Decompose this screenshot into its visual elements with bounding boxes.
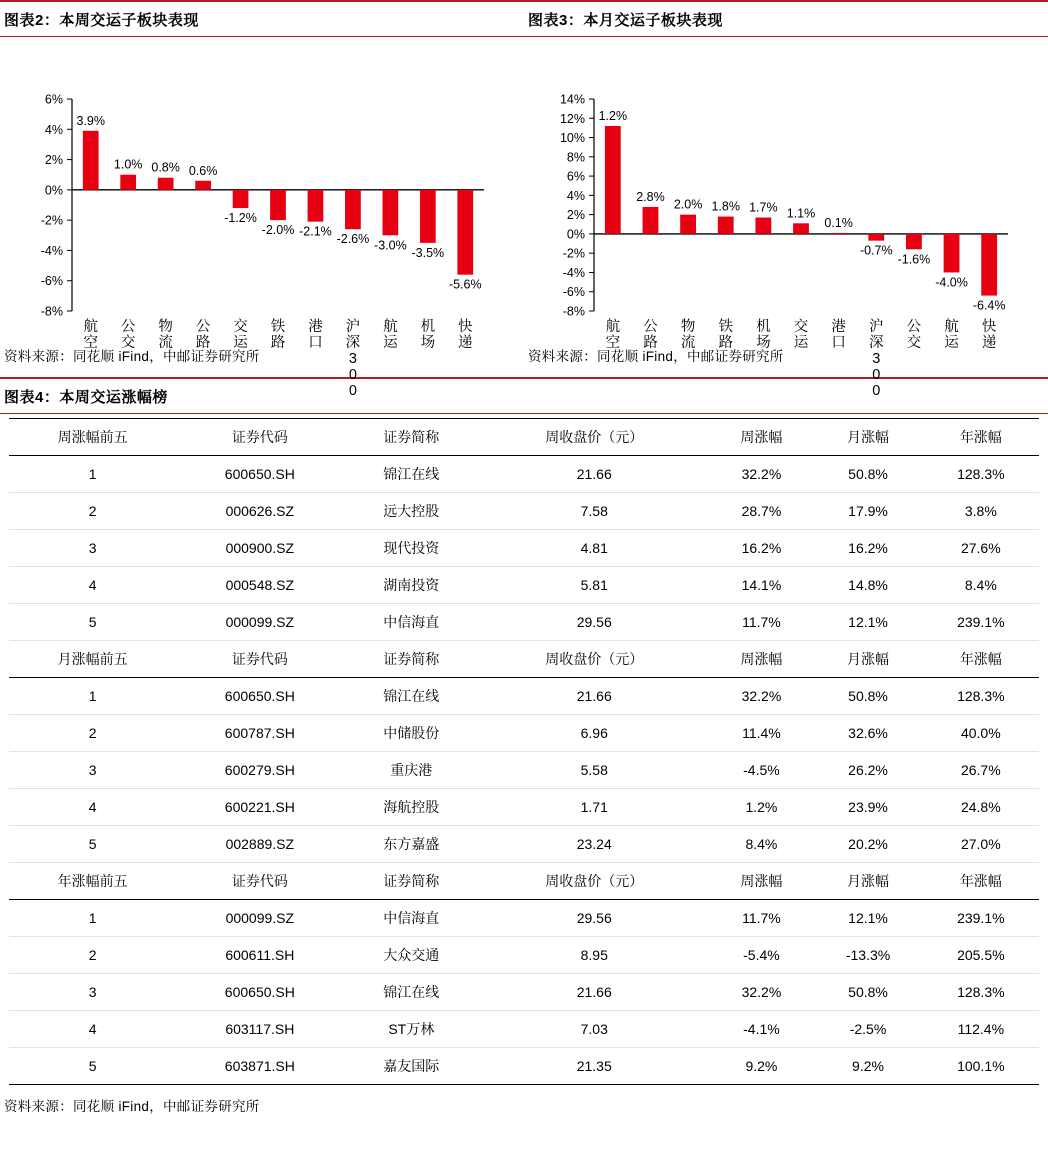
table-cell: 5 (9, 604, 176, 641)
table-cell: 海航控股 (343, 789, 479, 826)
table-header-cell: 年涨幅 (923, 863, 1039, 900)
svg-text:6%: 6% (566, 169, 585, 184)
table-cell: 中信海直 (343, 900, 479, 937)
table-cell: 9.2% (813, 1048, 922, 1085)
table-header-cell: 周涨幅 (709, 863, 813, 900)
svg-text:物流: 物流 (158, 319, 173, 351)
table-cell: 远大控股 (343, 493, 479, 530)
table-cell: 32.6% (813, 715, 922, 752)
table-cell: 5 (9, 1048, 176, 1085)
table-cell: 50.8% (813, 678, 922, 715)
table-row (9, 567, 1039, 604)
table-cell: 14.1% (709, 567, 813, 604)
table-row (9, 1048, 1039, 1085)
table-row (9, 1011, 1039, 1048)
svg-text:-5.6%: -5.6% (448, 277, 482, 292)
table-cell: 7.03 (479, 1011, 709, 1048)
svg-text:-2.1%: -2.1% (299, 224, 332, 239)
svg-text:8%: 8% (566, 150, 585, 165)
table-cell: 3.8% (923, 493, 1039, 530)
table-cell: 000099.SZ (176, 604, 343, 641)
table-cell: 600611.SH (176, 937, 343, 974)
table-cell: 26.7% (923, 752, 1039, 789)
table-cell: 21.66 (479, 974, 709, 1011)
table-cell: 3 (9, 974, 176, 1011)
table-cell: 16.2% (709, 530, 813, 567)
table-row (9, 493, 1039, 530)
table-section (0, 377, 1048, 1125)
charts-section (0, 0, 1048, 397)
chart2-svg (0, 37, 524, 397)
table-cell: 东方嘉盛 (343, 826, 479, 863)
svg-text:铁路: 铁路 (718, 319, 733, 351)
table-cell: 23.24 (479, 826, 709, 863)
svg-text:沪深300: 沪深 3 0 0 (345, 319, 361, 397)
table-cell: 000548.SZ (176, 567, 343, 604)
table-header-cell: 证券简称 (343, 863, 479, 900)
table-cell: 20.2% (813, 826, 922, 863)
svg-text:-6.4%: -6.4% (972, 298, 1006, 313)
svg-text:-8%: -8% (40, 304, 63, 319)
table-cell: 600650.SH (176, 678, 343, 715)
svg-text:-4%: -4% (562, 265, 585, 280)
svg-text:机场: 机场 (756, 319, 771, 351)
chart2-source: 资料来源：同花顺 iFind，中邮证券研究所 (4, 349, 260, 364)
table-cell: 40.0% (923, 715, 1039, 752)
table-cell: ST万林 (343, 1011, 479, 1048)
table-cell: 50.8% (813, 974, 922, 1011)
table-cell: 11.7% (709, 900, 813, 937)
svg-text:1.0%: 1.0% (113, 157, 143, 172)
table-cell: -4.1% (709, 1011, 813, 1048)
table-cell: 5.81 (479, 567, 709, 604)
table-cell: 600279.SH (176, 752, 343, 789)
svg-text:公交: 公交 (906, 319, 922, 351)
table-row (9, 456, 1039, 493)
table-cell: 1 (9, 900, 176, 937)
svg-text:10%: 10% (559, 131, 585, 146)
table-header-cell: 周收盘价（元） (479, 641, 709, 678)
svg-text:航空: 航空 (83, 319, 98, 351)
svg-text:港口: 港口 (308, 319, 323, 351)
table-cell: 14.8% (813, 567, 922, 604)
table-cell: 2 (9, 715, 176, 752)
table-cell: 3 (9, 752, 176, 789)
table-cell: 205.5% (923, 937, 1039, 974)
table-row (9, 752, 1039, 789)
table-row (9, 789, 1039, 826)
svg-text:-4%: -4% (40, 243, 63, 258)
table-cell: 600787.SH (176, 715, 343, 752)
table-header-cell: 年涨幅 (923, 641, 1039, 678)
table-row (9, 678, 1039, 715)
table-cell: 中储股份 (343, 715, 479, 752)
table-cell: 3 (9, 530, 176, 567)
table-cell: 12.1% (813, 900, 922, 937)
table-cell: 现代投资 (343, 530, 479, 567)
table-cell: 50.8% (813, 456, 922, 493)
table-cell: 1 (9, 678, 176, 715)
svg-text:-4.0%: -4.0% (935, 275, 968, 290)
table-cell: 湖南投资 (343, 567, 479, 604)
table-header-row (9, 863, 1039, 900)
svg-text:14%: 14% (559, 92, 585, 107)
table-cell: 嘉友国际 (343, 1048, 479, 1085)
table-header-cell: 月涨幅 (813, 419, 922, 456)
svg-text:6%: 6% (44, 92, 63, 107)
svg-text:2%: 2% (44, 153, 63, 168)
table-cell: 大众交通 (343, 937, 479, 974)
table-cell: 27.0% (923, 826, 1039, 863)
table-row (9, 937, 1039, 974)
table-row (9, 900, 1039, 937)
table4-wrap (0, 418, 1048, 1085)
table-header-cell: 月涨幅 (813, 641, 922, 678)
table-cell: 8.4% (923, 567, 1039, 604)
svg-text:0.8%: 0.8% (151, 160, 180, 175)
svg-text:铁路: 铁路 (270, 319, 286, 351)
svg-text:-8%: -8% (562, 304, 585, 319)
table-cell: 5.58 (479, 752, 709, 789)
table-row (9, 715, 1039, 752)
table-header-cell: 月涨幅前五 (9, 641, 176, 678)
table-row (9, 604, 1039, 641)
svg-text:-6%: -6% (40, 274, 63, 289)
table-cell: 21.66 (479, 678, 709, 715)
svg-text:1.2%: 1.2% (598, 108, 628, 123)
svg-text:公路: 公路 (643, 319, 658, 351)
table-cell: 000900.SZ (176, 530, 343, 567)
chart3-source: 资料来源：同花顺 iFind，中邮证券研究所 (528, 349, 784, 364)
svg-text:0.6%: 0.6% (188, 163, 218, 178)
svg-text:航运: 航运 (383, 319, 398, 351)
svg-text:物流: 物流 (680, 319, 696, 351)
table-cell: 23.9% (813, 789, 922, 826)
table-cell: 600221.SH (176, 789, 343, 826)
table-cell: 2 (9, 493, 176, 530)
table-header-row (9, 419, 1039, 456)
table-cell: 32.2% (709, 678, 813, 715)
svg-text:-2%: -2% (562, 246, 585, 261)
table-cell: 中信海直 (343, 604, 479, 641)
table-header-cell: 证券简称 (343, 419, 479, 456)
table-cell: 239.1% (923, 900, 1039, 937)
table-header-cell: 月涨幅 (813, 863, 922, 900)
svg-text:4%: 4% (44, 122, 63, 137)
table-cell: -5.4% (709, 937, 813, 974)
svg-text:2%: 2% (566, 208, 585, 223)
table-cell: 24.8% (923, 789, 1039, 826)
table-cell: 12.1% (813, 604, 922, 641)
chart3-title: 图表3：本月交运子板块表现 (528, 12, 723, 29)
svg-text:港口: 港口 (831, 319, 846, 351)
svg-text:航空: 航空 (605, 319, 621, 351)
table-cell: 锦江在线 (343, 678, 479, 715)
table-cell: 11.4% (709, 715, 813, 752)
svg-text:0.1%: 0.1% (824, 215, 853, 230)
table-cell: 32.2% (709, 456, 813, 493)
svg-text:沪深300: 沪深 3 0 0 (869, 319, 884, 397)
table-cell: 11.7% (709, 604, 813, 641)
svg-text:-2.0%: -2.0% (261, 223, 295, 238)
table-cell: 8.4% (709, 826, 813, 863)
svg-text:4%: 4% (566, 188, 585, 203)
table-header-cell: 证券代码 (176, 863, 343, 900)
table-cell: 128.3% (923, 456, 1039, 493)
chart3-cell (524, 37, 1048, 397)
table-cell: 27.6% (923, 530, 1039, 567)
table-cell: 9.2% (709, 1048, 813, 1085)
table-cell: 28.7% (709, 493, 813, 530)
svg-text:交运: 交运 (233, 319, 248, 351)
table-cell: 29.56 (479, 604, 709, 641)
table-cell: 603871.SH (176, 1048, 343, 1085)
table-row (9, 530, 1039, 567)
table4 (9, 418, 1039, 1085)
table-cell: 4.81 (479, 530, 709, 567)
table-cell: 100.1% (923, 1048, 1039, 1085)
svg-text:3.9%: 3.9% (76, 113, 105, 128)
table4-source: 资料来源：同花顺 iFind，中邮证券研究所 (4, 1099, 260, 1114)
svg-text:公交: 公交 (120, 319, 136, 351)
table-cell: 603117.SH (176, 1011, 343, 1048)
svg-text:公路: 公路 (195, 319, 211, 351)
table-header-cell: 年涨幅前五 (9, 863, 176, 900)
svg-text:2.0%: 2.0% (673, 197, 703, 212)
table-cell: 4 (9, 789, 176, 826)
table-cell: 1 (9, 456, 176, 493)
svg-text:-3.0%: -3.0% (374, 238, 407, 253)
table-cell: 32.2% (709, 974, 813, 1011)
charts-row (0, 37, 1048, 397)
svg-text:-1.2%: -1.2% (224, 211, 257, 226)
svg-text:1.8%: 1.8% (711, 199, 740, 214)
table-cell: 8.95 (479, 937, 709, 974)
svg-text:-2.6%: -2.6% (336, 232, 370, 247)
table-cell: 128.3% (923, 974, 1039, 1011)
svg-text:航运: 航运 (944, 319, 959, 351)
chart3-svg (524, 37, 1048, 397)
table-cell: 000626.SZ (176, 493, 343, 530)
table-row (9, 826, 1039, 863)
chart2-title: 图表2：本周交运子板块表现 (4, 12, 199, 29)
svg-text:-1.6%: -1.6% (897, 252, 931, 267)
table-header-cell: 周涨幅前五 (9, 419, 176, 456)
svg-text:0%: 0% (566, 227, 585, 242)
table-header-cell: 周收盘价（元） (479, 863, 709, 900)
table-cell: 600650.SH (176, 974, 343, 1011)
table-header-cell: 周涨幅 (709, 641, 813, 678)
table-cell: 1.2% (709, 789, 813, 826)
table-cell: 7.58 (479, 493, 709, 530)
table-cell: 002889.SZ (176, 826, 343, 863)
table-cell: 4 (9, 1011, 176, 1048)
table-header-row (9, 641, 1039, 678)
svg-text:交运: 交运 (793, 319, 809, 351)
table-cell: 6.96 (479, 715, 709, 752)
table-header-cell: 证券简称 (343, 641, 479, 678)
table-cell: 29.56 (479, 900, 709, 937)
table-cell: 239.1% (923, 604, 1039, 641)
table-cell: -2.5% (813, 1011, 922, 1048)
svg-text:0%: 0% (44, 183, 63, 198)
table-cell: 4 (9, 567, 176, 604)
table-header-cell: 证券代码 (176, 419, 343, 456)
table-cell: 2 (9, 937, 176, 974)
svg-text:机场: 机场 (420, 319, 436, 351)
svg-text:-3.5%: -3.5% (411, 245, 445, 260)
table-header-cell: 证券代码 (176, 641, 343, 678)
svg-text:快递: 快递 (981, 319, 997, 351)
svg-text:1.7%: 1.7% (749, 200, 778, 215)
table-cell: 17.9% (813, 493, 922, 530)
table-header-cell: 周涨幅 (709, 419, 813, 456)
table-cell: 16.2% (813, 530, 922, 567)
table-cell: 5 (9, 826, 176, 863)
svg-text:快递: 快递 (458, 319, 473, 351)
table-header-cell: 周收盘价（元） (479, 419, 709, 456)
svg-text:1.1%: 1.1% (786, 206, 816, 221)
table4-title: 图表4：本周交运涨幅榜 (4, 389, 168, 406)
table-cell: 112.4% (923, 1011, 1039, 1048)
table-cell: 锦江在线 (343, 974, 479, 1011)
svg-text:12%: 12% (559, 111, 585, 126)
table-cell: 重庆港 (343, 752, 479, 789)
table-cell: 128.3% (923, 678, 1039, 715)
charts-titles-row (0, 2, 1048, 36)
svg-text:-0.7%: -0.7% (859, 243, 893, 258)
table-cell: -13.3% (813, 937, 922, 974)
svg-text:-6%: -6% (562, 285, 585, 300)
table-cell: 21.66 (479, 456, 709, 493)
table-cell: 21.35 (479, 1048, 709, 1085)
table-cell: 26.2% (813, 752, 922, 789)
table-row (9, 974, 1039, 1011)
table-divider (0, 413, 1048, 414)
table-cell: -4.5% (709, 752, 813, 789)
svg-text:2.8%: 2.8% (636, 189, 665, 204)
table-cell: 锦江在线 (343, 456, 479, 493)
table-cell: 000099.SZ (176, 900, 343, 937)
table-cell: 1.71 (479, 789, 709, 826)
table-cell: 600650.SH (176, 456, 343, 493)
svg-text:-2%: -2% (40, 213, 63, 228)
table-header-cell: 年涨幅 (923, 419, 1039, 456)
chart2-cell (0, 37, 524, 397)
